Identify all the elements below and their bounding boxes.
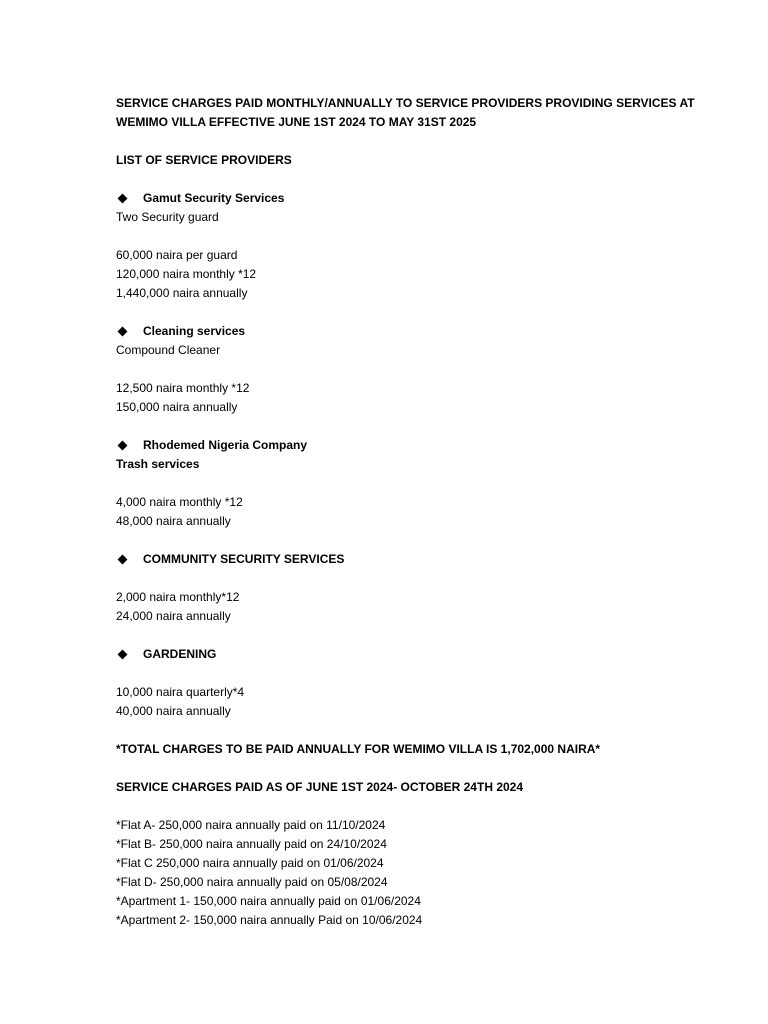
provider-name: Cleaning services [143,324,246,338]
diamond-bullet-icon [116,195,143,202]
provider-subtitle: Compound Cleaner [116,343,221,357]
charge-line: 2,000 naira monthly*12 [116,590,240,604]
payment-line: *Flat B- 250,000 naira annually paid on 24/10/2024 [116,837,387,851]
spacer [116,797,696,816]
spacer [116,531,696,550]
spacer [116,626,696,645]
spacer [116,474,696,493]
spacer [116,170,696,189]
charge-line: 12,500 naira monthly *12 [116,381,250,395]
document-page [116,94,696,930]
charge-line: 4,000 naira monthly *12 [116,495,243,509]
diamond-bullet-icon [116,556,143,563]
provider-heading [116,550,696,569]
charge-line: 24,000 naira annually [116,609,231,623]
list-heading: LIST OF SERVICE PROVIDERS [116,153,292,167]
provider-name: GARDENING [143,647,217,661]
charge-line: 40,000 naira annually [116,704,231,718]
paid-heading: SERVICE CHARGES PAID AS OF JUNE 1ST 2024- OCTOBER 24TH 2024 [116,780,524,794]
charge-line: 1,440,000 naira annually [116,286,248,300]
provider-name: Rhodemed Nigeria Company [143,438,308,452]
charge-line: 150,000 naira annually [116,400,238,414]
charge-line: 60,000 naira per guard [116,248,238,262]
spacer [116,417,696,436]
charge-line: 48,000 naira annually [116,514,231,528]
spacer [116,132,696,151]
diamond-bullet-icon [116,328,143,335]
provider-heading [116,322,696,341]
document-title: SERVICE CHARGES PAID MONTHLY/ANNUALLY TO SERVICE PROVIDERS PROVIDING SERVICES AT WEMIMO VILLA EFFECTIVE JUNE 1ST 2024 TO MAY 31ST 2025 [116,96,695,129]
provider-heading [116,645,696,664]
provider-heading [116,189,696,208]
provider-heading [116,436,696,455]
payment-line: *Flat D- 250,000 naira annually paid on 05/08/2024 [116,875,388,889]
provider-subtitle: Two Security guard [116,210,219,224]
payment-line: *Flat A- 250,000 naira annually paid on 11/10/2024 [116,818,386,832]
spacer [116,360,696,379]
spacer [116,569,696,588]
diamond-bullet-icon [116,651,143,658]
total-charges: *TOTAL CHARGES TO BE PAID ANNUALLY FOR WEMIMO VILLA IS 1,702,000 NAIRA* [116,742,601,756]
payment-line: *Apartment 1- 150,000 naira annually paid on 01/06/2024 [116,894,421,908]
charge-line: 120,000 naira monthly *12 [116,267,257,281]
provider-name: Gamut Security Services [143,191,285,205]
provider-subtitle: Trash services [116,457,200,471]
payment-line: *Flat C 250,000 naira annually paid on 01/06/2024 [116,856,384,870]
diamond-bullet-icon [116,442,143,449]
spacer [116,227,696,246]
charge-line: 10,000 naira quarterly*4 [116,685,245,699]
spacer [116,664,696,683]
spacer [116,303,696,322]
payment-line: *Apartment 2- 150,000 naira annually Paid on 10/06/2024 [116,913,423,927]
spacer [116,721,696,740]
spacer [116,759,696,778]
provider-name: COMMUNITY SECURITY SERVICES [143,552,345,566]
